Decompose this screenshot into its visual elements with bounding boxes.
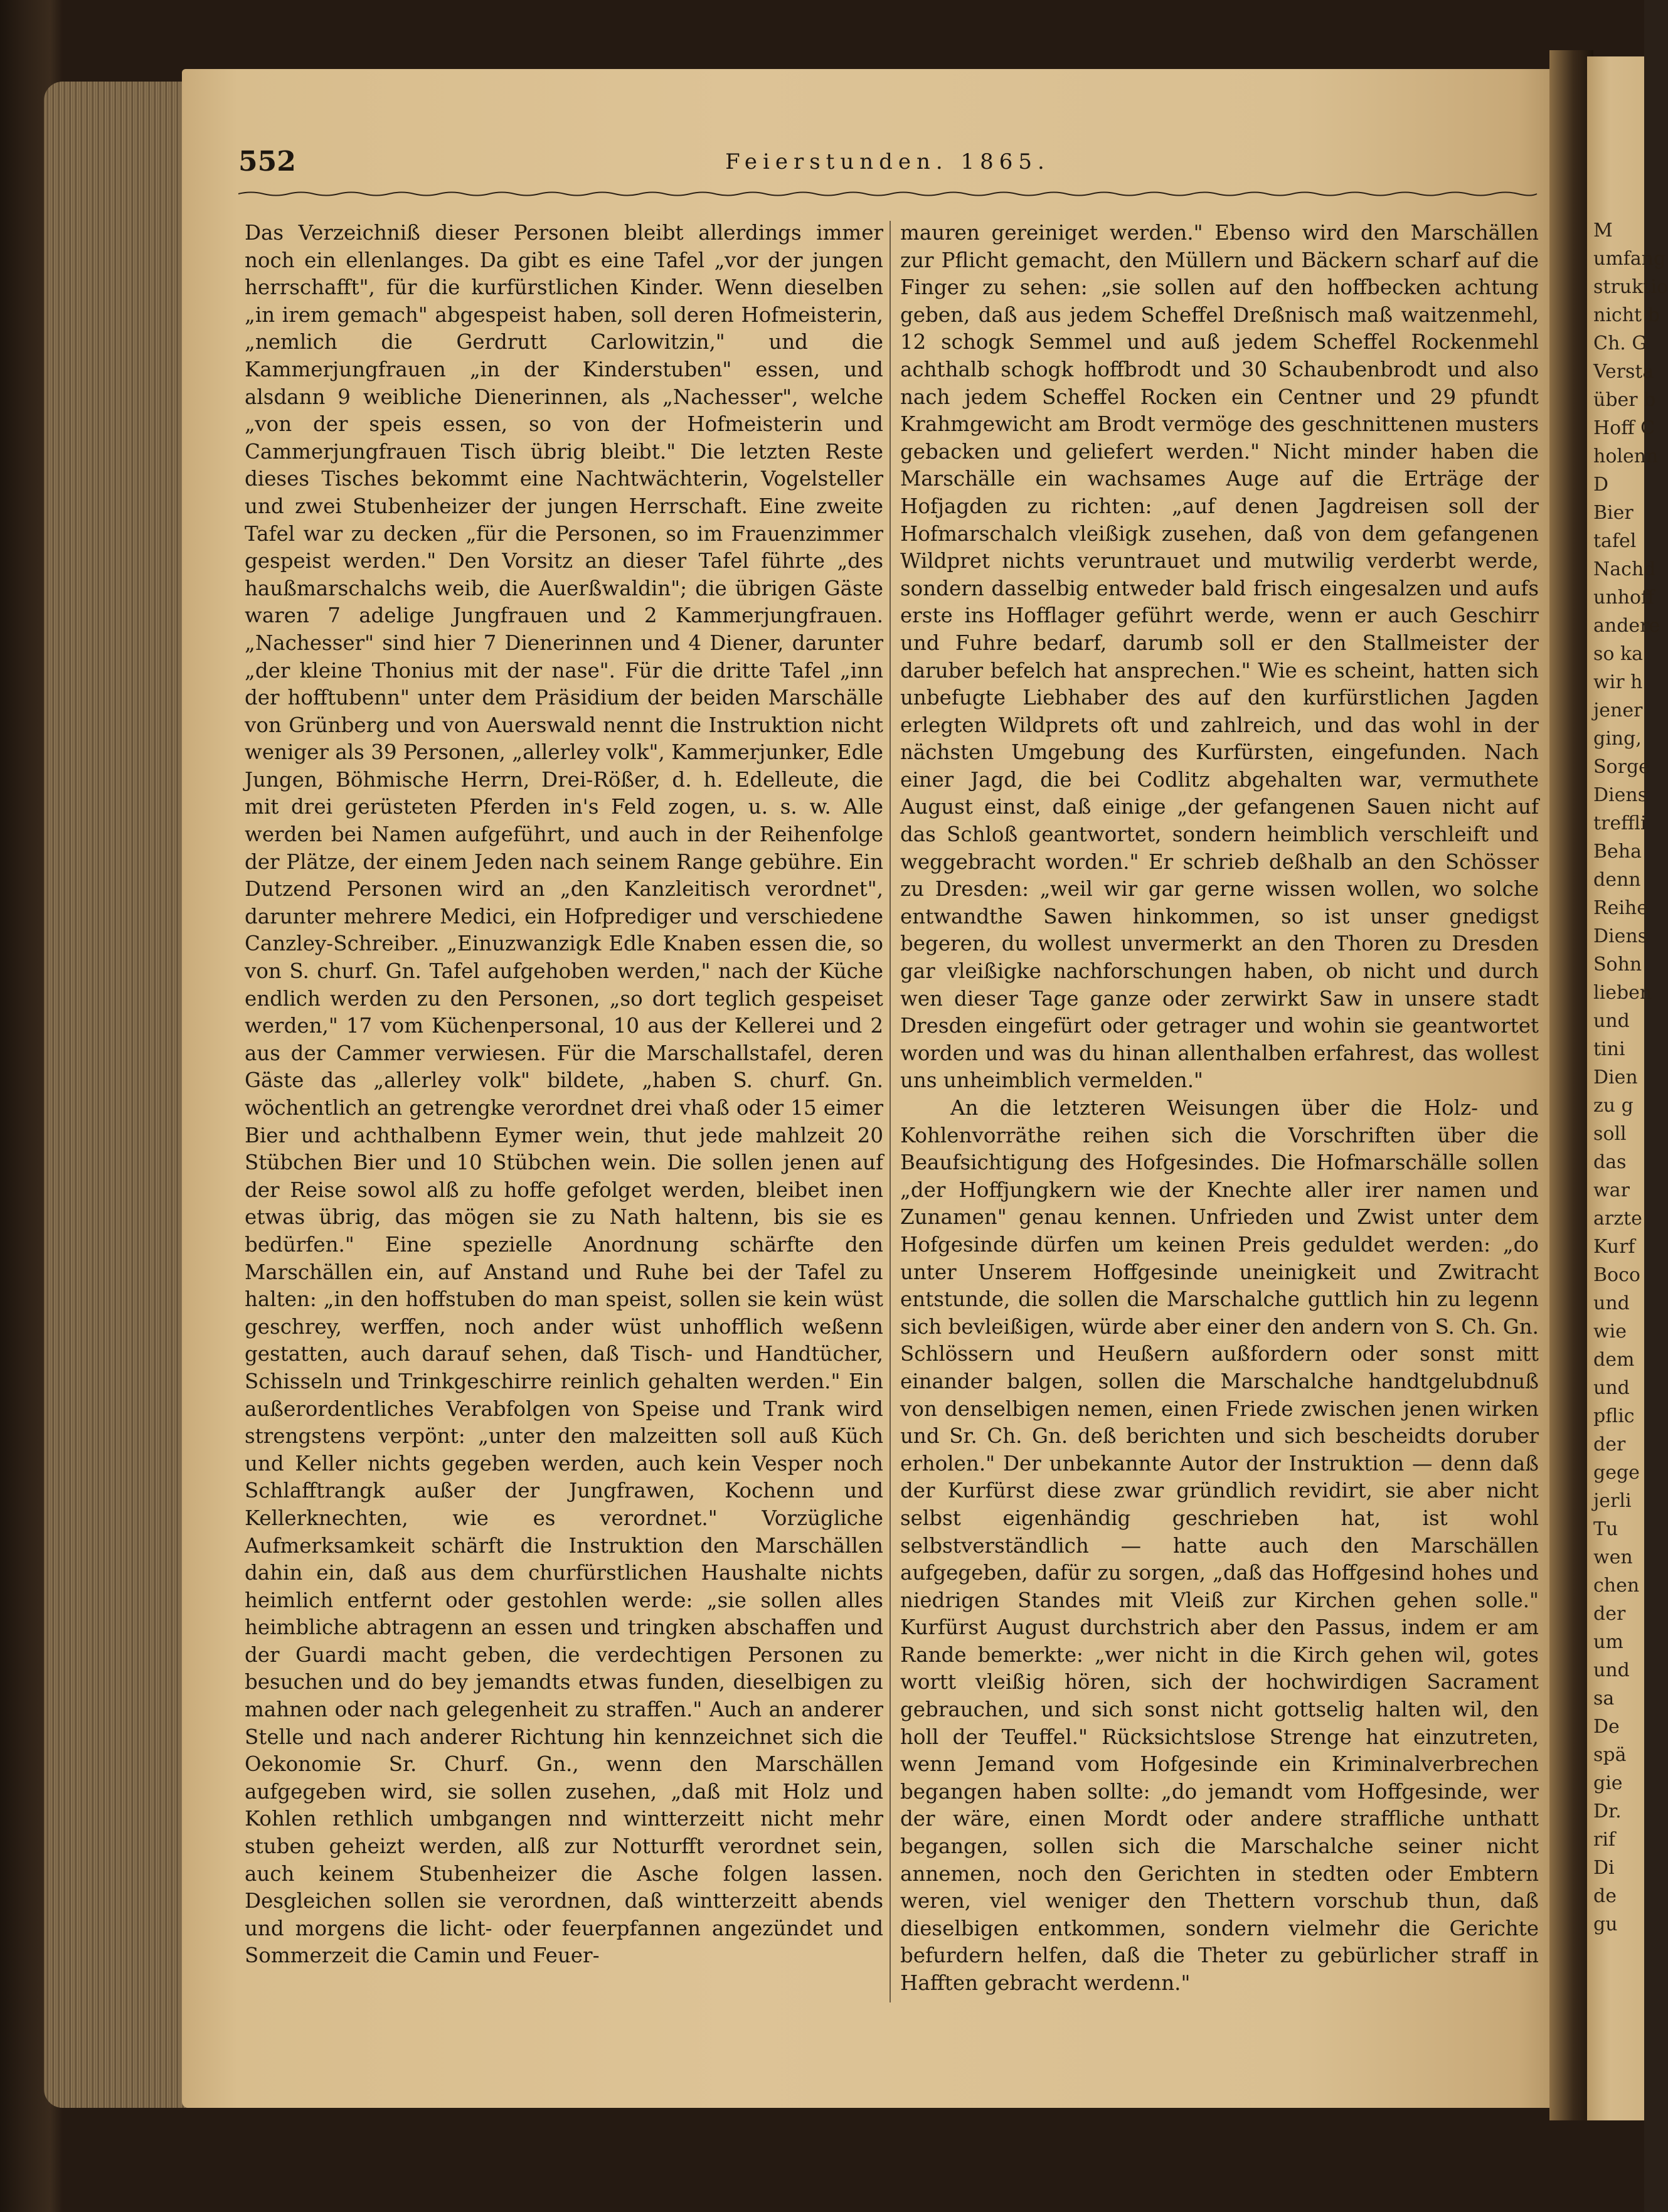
- facing-page-line: nicht b: [1593, 304, 1660, 326]
- running-title: Feierstunden. 1865.: [725, 149, 1050, 174]
- facing-page-line: tini: [1593, 1038, 1625, 1060]
- facing-page-text: [1587, 56, 1668, 1938]
- page-number: 552: [238, 146, 296, 178]
- facing-page-line: umfang: [1593, 248, 1666, 270]
- facing-page-line: Bier: [1593, 502, 1633, 524]
- facing-page-line: jerli: [1593, 1490, 1632, 1512]
- facing-page-line: Nachd: [1593, 558, 1656, 580]
- facing-page-line: gie: [1593, 1772, 1623, 1794]
- paragraph: Das Verzeichniß dieser Personen bleibt allerdings immer noch ein ellenlanges. Da gibt es eine Tafel „vor der jungen herrschafft", für die kurfürstlichen Kinder. Wenn dieselben „in irem gemach" abgespeist haben, soll deren Hofmeisterin, „nemlich die Gerdrutt Carlowitzin," und die Kammerjungfrauen „in der Kinderstuben" essen, und alsdann 9 weibliche Dienerinnen, als „Nachesser", welche „von der speis essen, so von der Hofmeisterin und Cammerjungfrauen Tisch übrig bleibt." Die letzten Reste dieses Tisches bekommt eine Nachtwächterin, Vogelsteller und zwei Stubenheizer der jungen Herrschaft. Eine zweite Tafel war zu decken „für die Personen, so im Frauenzimmer gespeist werden." Den Vorsitz an dieser Tafel führte „des haußmarschalchs weib, die Auerßwaldin"; die übrigen Gäste waren 7 adelige Jungfrauen und 2 Kammerjungfrauen. „Nachesser" sind hier 7 Dienerinnen und 4 Diener, darunter „der kleine Thonius mit der nase". Für die dritte Tafel „inn der hofftubenn" unter dem Präsidium der beiden Marschälle von Grünberg und von Auerswald nennt die Instruktion nicht weniger als 39 Personen, „allerley volk", Kammerjunker, Edle Jungen, Böhmische Herrn, Drei-Rößer, d. h. Edelleute, die mit drei gerüsteten Pferden in's Feld zogen, u. s. w. Alle werden bei Namen aufgeführt, und auch in der Reihenfolge der Plätze, der einem Jeden nach seinem Range gebühre. Ein Dutzend Personen wird an „den Kanzleitisch verordnet", darunter mehrere Medici, ein Hofprediger und verschiedene Canzley-Schreiber. „Einuzwanzigk Edle Knaben essen die, so von S. churf. Gn. Tafel aufgehoben werden," nach der Küche endlich werden zu den Personen, „so dort teglich gespeiset werden," 17 vom Küchenpersonal, 10 aus der Kellerei und 2 aus der Cammer verwiesen. Für die Marschallstafel, deren Gäste das „allerley volk" bildete, „haben S. churf. Gn. wöchentlich an getrengke verordnet drei vhaß oder 15 eimer Bier und achthalbenn Eymer wein, thut jede mahlzeit 20 Stübchen Bier und 10 Stübchen wein. Die sollen jenen auf der Reise sowol alß zu hoffe gefolget werden, bleibet inen etwas übrig, das mögen sie zu Nath haltenn, bis sie es bedürfen." Eine spezielle Anordnung schärfte den Marschällen ein, auf Anstand und Ruhe bei der Tafel zu halten: „in den hoffstuben do man speist, sollen sie kein wüst geschrey, werffen, noch ander wüst unhofflich weßenn gestatten, auch darauf sehen, daß Tisch- und Handtücher, Schisseln und Trinkgeschirre reinlich gehalten werden." Ein außerordentliches Verabfolgen von Speise und Trank wird strengstens verpönt: „unter den malzeitten soll auß Küch und Keller nichts gegeben werden, auch kein Vesper noch Schlafftrangk außer der Jungfrawen, Kochenn und Kellerknechten, wie es verordnet." Vorzügliche Aufmerksamkeit schärft die Instruktion den Marschällen dahin ein, daß aus dem churfürstlichen Haushalte nichts heimlich entfernt oder gestohlen werde: „sie sollen alles heimbliche abtragenn an essen und tringken abschaffen und der Guardi macht geben, die verdechtigen Personen zu besuchen und do bey jemandts etwas funden, dieselbigen zu mahnen oder nach gelegenheit zu straffen." Auch an anderer Stelle und nach anderer Richtung hin kennzeichnet sich die Oekonomie Sr. Churf. Gn., wenn den Marschällen aufgegeben wird, sie sollen zusehen, „daß mit Holz und Kohlen rethlich umbgangen nnd wintterzeitt nicht mehr stuben geheizt werden, alß zur Notturfft verordnet sein, auch keinem Stubenheizer die Asche folgen lassen. Desgleichen sollen sie verordnen, daß wintterzeitt abends und morgens die licht- oder feuerpfannen angezündet und Sommerzeit die Camin und Feuer-: [245, 221, 883, 1968]
- facing-page-fragment: [1587, 56, 1668, 2120]
- facing-page-line: war: [1593, 1179, 1630, 1201]
- facing-page-line: Beha: [1593, 841, 1642, 863]
- facing-page-line: zu g: [1593, 1095, 1633, 1117]
- facing-page-line: holenn: [1593, 445, 1659, 467]
- facing-page-line: Dien: [1593, 1066, 1638, 1088]
- facing-page-line: Sorge: [1593, 756, 1650, 778]
- facing-page-line: Tu: [1593, 1518, 1618, 1540]
- facing-page-line: und: [1593, 1010, 1630, 1032]
- facing-page-line: tafel: [1593, 530, 1637, 552]
- facing-page-line: der: [1593, 1433, 1626, 1455]
- facing-page-line: Di: [1593, 1857, 1615, 1879]
- facing-page-line: Diens: [1593, 925, 1648, 947]
- facing-page-line: Versta: [1593, 361, 1654, 383]
- facing-page-line: wir h: [1593, 671, 1643, 693]
- facing-page-line: Kurf: [1593, 1236, 1635, 1258]
- facing-page-line: gege: [1593, 1462, 1640, 1484]
- facing-page-line: unhoff: [1593, 587, 1655, 609]
- facing-page-line: Dr.: [1593, 1800, 1622, 1822]
- facing-page-line: jener: [1593, 699, 1643, 721]
- facing-page-line: sa: [1593, 1688, 1615, 1710]
- facing-page-line: soll: [1593, 1123, 1627, 1145]
- paragraph: mauren gereiniget werden." Ebenso wird den Marschällen zur Pflicht gemacht, den Müllern und Bäckern scharf auf die Finger zu sehen: „sie sollen auf den hoffbecken achtung geben, daß aus jedem Scheffel Dreßnisch maß waitzenmehl, 12 schogk Semmel und auß jedem Scheffel Rockenmehl achthalb schogk hoffbrodt und 30 Schaubenbrodt und also nach jedem Scheffel Rocken ein Centner und 29 pfundt Krahmgewicht am Brodt vermöge des geschnittenen musters gebacken und geliefert werden." Nicht minder haben die Marschälle ein wachsames Auge auf die Erträge der Hofjagden zu richten: „auf denen Jagdreisen soll der Hofmarschalch vleißigk zusehen, daß von dem gefangenen Wildpret nichts veruntrauet und mutwilig verderbt werde, sondern dasselbig entweder bald frisch eingesalzen und aufs erste ins Hofflager geführt werde, wenn er auch Geschirr und Fuhre bedarf, darumb soll er den Stallmeister der daruber befelch hat ansprechen." Wie es scheint, hatten sich unbefugte Liebhaber des auf den kurfürstlichen Jagden erlegten Wildprets oft und zahlreich, und das wohl in der nächsten Umgebung des Kurfürsten, eingefunden. Nach einer Jagd, die bei Codlitz abgehalten war, vermuthete August einst, daß einige „der gefangenen Sauen nicht auf das Schloß geantwortet, sondern heimblich verschleift und weggebracht worden." Er schrieb deßhalb an den Schösser zu Dresden: „weil wir gar gerne wissen wollen, wo solche entwandthe Sawen hinkommen, so ist unser gnedigst begeren, du wollest unvermerkt an den Thoren zu Dresden gar vleißigke nachforschungen haben, ob nicht und durch wen dieser Tage ganze oder zerwirkt Saw in unsere stadt Dresden eingefürt oder getrager und wohin sie geantwortet worden und was du hinan allenthalben erfahrest, das wollest uns unheimblich vermelden.": [900, 221, 1539, 1093]
- facing-page-line: D: [1593, 474, 1609, 496]
- facing-page-line: treffli: [1593, 812, 1647, 834]
- facing-page-line: Boco: [1593, 1264, 1640, 1286]
- right-text-column: [900, 220, 1539, 1997]
- facing-page-line: dem: [1593, 1349, 1635, 1371]
- facing-page-line: gu: [1593, 1913, 1618, 1935]
- facing-page-line: Ch. G: [1593, 332, 1647, 354]
- facing-page-line: so ka: [1593, 643, 1644, 665]
- facing-page-line: über b: [1593, 389, 1656, 411]
- facing-page-line: chen: [1593, 1575, 1640, 1597]
- facing-page-line: wie: [1593, 1321, 1627, 1343]
- facing-page-line: struktio: [1593, 276, 1668, 298]
- column-divider: [890, 221, 891, 2002]
- facing-page-line: M: [1593, 220, 1613, 242]
- page-edges: [44, 82, 194, 2108]
- left-text-column: [245, 220, 883, 1970]
- facing-page-line: der: [1593, 1603, 1626, 1625]
- facing-page-line: spä: [1593, 1744, 1627, 1766]
- facing-page-line: und: [1593, 1292, 1630, 1314]
- facing-page-line: ging,: [1593, 728, 1642, 750]
- facing-page-line: andere: [1593, 615, 1660, 637]
- facing-page-line: Reihe: [1593, 897, 1649, 919]
- paragraph: An die letzteren Weisungen über die Holz- und Kohlenvorräthe reihen sich die Vorschriften über die Beaufsichtigung des Hofgesindes. Die Hofmarschälle sollen „der Hoffjungkern wie der Knechte aller irer namen und Zunamen" genau kennen. Unfrieden und Zwist unter dem Hofgesinde dürfen um keinen Preis geduldet werden: „do unter Unserem Hoffgesinde uneinigkeit und Zwitracht entstunde, die sollen die Marschalche guttlich hin zu legenn sich bevleißigen, würde aber einer den andern von S. Ch. Gn. Schlössern und Heußern außfordern oder sonst mitt einander balgen, sollen die Marschalche handtgelubdnuß von denselbigen nemen, einen Friede zwischen jenen wirken und Sr. Ch. Gn. deß berichten und sich bescheidts doruber erholen." Der unbekannte Autor der Instruktion — denn daß der Kurfürst diese zwar gründlich revidirt, sie aber nicht selbst eigenhändig geschrieben hat, ist wohl selbstverständlich — hatte auch den Marschällen aufgegeben, dafür zu sorgen, „daß das Hoffgesind hohes und niedrigen Standes mit Vleiß zur Kirchen gehen solle." Kurfürst August durchstrich aber den Passus, indem er am Rande bemerkte: „wer nicht in die Kirch gehen wil, gotes wortt vleißig hören, sich der hochwirdigen Sacrament gebrauchen, und sich sonst nicht gottselig halten wil, den holl der Teuffel." Rücksichtslose Strenge hat einzutreten, wenn Jemand vom Hofgesinde ein Kriminalverbrechen begangen haben sollte: „do jemandt vom Hoffgesinde, wer der wäre, einen Mordt oder andere straffliche unthatt begangen, sollen sich die Marschalche seiner nicht annemen, noch den Gerichten in stedten oder Embtern weren, viel weniger den Thettern vorschub thun, daß dieselbigen entkommen, sondern vielmehr die Gerichte befurdern helfen, daß die Theter zu gebürlicher straff in Hafften gebracht werdenn.": [900, 1096, 1539, 1995]
- facing-page-line: und: [1593, 1659, 1630, 1681]
- facing-page-line: und: [1593, 1377, 1630, 1399]
- facing-page-line: pflic: [1593, 1405, 1635, 1427]
- facing-page-line: Diens: [1593, 784, 1648, 806]
- facing-page-line: de: [1593, 1885, 1617, 1907]
- page-header: [238, 146, 1537, 183]
- facing-page-line: das: [1593, 1151, 1627, 1173]
- facing-page-line: denn: [1593, 869, 1641, 891]
- header-rule: [238, 191, 1537, 197]
- facing-page-line: arzte: [1593, 1208, 1642, 1230]
- facing-page-line: rif: [1593, 1829, 1616, 1851]
- facing-page-line: wen: [1593, 1546, 1633, 1568]
- facing-page-line: Hoff C: [1593, 417, 1655, 439]
- facing-page-line: Sohn: [1593, 954, 1642, 976]
- facing-page-line: um: [1593, 1631, 1623, 1653]
- facing-page-line: lieben: [1593, 982, 1652, 1004]
- facing-page-line: De: [1593, 1716, 1620, 1738]
